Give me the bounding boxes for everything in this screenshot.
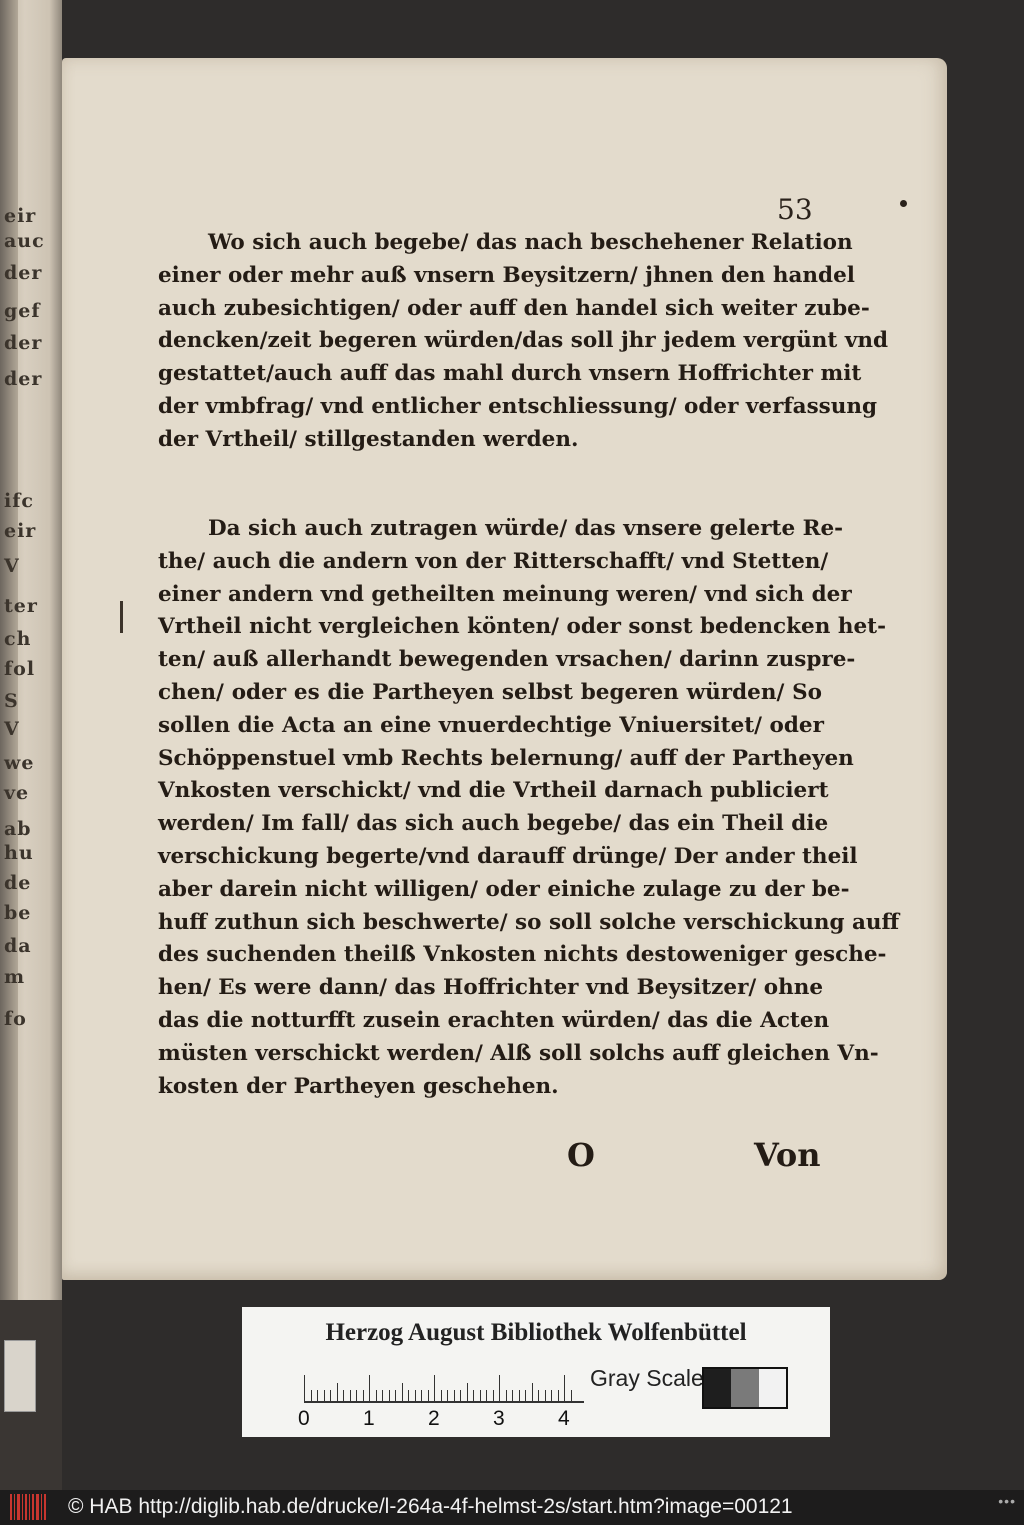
text-line: hen/ Es were dann/ das Hoffrichter vnd Beysitzer/ ohne: [158, 975, 824, 1001]
text-line: des suchenden theilß Vnkosten nichts destoweniger gesche-: [158, 942, 887, 968]
ruler-label: 3: [493, 1407, 505, 1430]
text-line: auch zubesichtigen/ oder auff den handel sich weiter zube-: [158, 295, 870, 321]
text-line: Schöppenstuel vmb Rechts belernung/ auff der Partheyen: [158, 745, 854, 771]
ruler-tick: [415, 1390, 416, 1401]
previous-page-fragment: da: [4, 935, 32, 957]
previous-page-fragment: ifc: [4, 490, 34, 512]
ruler-tick: [408, 1390, 409, 1401]
ruler-tick: [564, 1375, 565, 1401]
ruler-tick: [519, 1390, 520, 1401]
ruler-tick: [428, 1390, 429, 1401]
text-line: der vmbfrag/ vnd entlicher entschliessung/ oder verfassung: [158, 393, 878, 419]
ruler-tick: [317, 1390, 318, 1401]
text-line: einer andern vnd getheilten meinung weren/ vnd sich der: [158, 581, 852, 607]
ruler-tick: [473, 1390, 474, 1401]
text-line: Vrtheil nicht vergleichen könten/ oder sonst bedencken het-: [158, 614, 886, 640]
text-line: kosten der Partheyen geschehen.: [158, 1073, 559, 1099]
ruler-tick: [311, 1390, 312, 1401]
ruler-tick: [434, 1375, 435, 1401]
ruler-tick: [499, 1375, 500, 1401]
previous-page-edge: [0, 0, 62, 1300]
scale-ruler: [304, 1375, 584, 1403]
previous-page-fragment: auc: [4, 230, 45, 252]
barcode-icon: [10, 1494, 46, 1520]
ruler-label: 1: [363, 1407, 375, 1430]
source-url[interactable]: © HAB http://diglib.hab.de/drucke/l-264a-4f-helmst-2s/start.htm?image=00121: [68, 1495, 793, 1518]
page-fold-shadow: [0, 0, 18, 1300]
ruler-tick: [330, 1390, 331, 1401]
text-line: müsten verschickt werden/ Alß soll solchs auff gleichen Vn-: [158, 1040, 879, 1066]
gray-patch: [731, 1369, 758, 1407]
text-line: der Vrtheil/ stillgestanden werden.: [158, 426, 579, 452]
ruler-tick: [480, 1390, 481, 1401]
ruler-tick: [525, 1390, 526, 1401]
previous-page-fragment: der: [4, 332, 43, 354]
previous-page-fragment: ve: [4, 782, 30, 804]
ruler-tick: [421, 1390, 422, 1401]
previous-page-fragment: ter: [4, 595, 38, 617]
spine-label-sticker: [4, 1340, 36, 1412]
ruler-tick: [382, 1390, 383, 1401]
previous-page-fragment: der: [4, 262, 43, 284]
previous-page-fragment: V: [4, 718, 20, 740]
ruler-label: 4: [558, 1407, 570, 1430]
text-line: chen/ oder es die Partheyen selbst begeren würden/ So: [158, 679, 822, 705]
gray-patch: [704, 1369, 731, 1407]
signature-mark: O: [567, 1136, 595, 1174]
book-page: [62, 58, 947, 1280]
ruler-labels: [298, 1407, 604, 1431]
ruler-tick: [324, 1390, 325, 1401]
more-options-icon[interactable]: •••: [998, 1493, 1016, 1509]
text-line: dencken/zeit begeren würden/das soll jhr jedem vergünt vnd: [158, 328, 888, 354]
paragraph-verschickung: [158, 513, 900, 1103]
text-line: einer oder mehr auß vnsern Beysitzern/ jhnen den handel: [158, 262, 855, 288]
color-calibration-card: [242, 1307, 830, 1437]
previous-page-fragment: ab: [4, 818, 32, 840]
ruler-tick: [532, 1383, 533, 1401]
ruler-label: 2: [428, 1407, 440, 1430]
text-line: verschickung begerte/vnd darauff drünge/ Der ander theil: [158, 843, 858, 869]
gray-scale-label: Gray Scale: [590, 1365, 704, 1391]
previous-page-fragment: fol: [4, 658, 36, 680]
ruler-tick: [356, 1390, 357, 1401]
text-line: aber darein nicht willigen/ oder einiche zulage zu der be-: [158, 876, 850, 902]
previous-page-fragment: we: [4, 752, 35, 774]
previous-page-fragment: de: [4, 872, 32, 894]
ruler-tick: [343, 1390, 344, 1401]
gray-scale-patches: [702, 1367, 788, 1409]
margin-mark: [120, 601, 123, 623]
previous-page-fragment: der: [4, 368, 43, 390]
text-line: huff zuthun sich beschwerte/ so soll solche verschickung auff: [158, 909, 900, 935]
ruler-tick: [337, 1383, 338, 1401]
ruler-tick: [350, 1390, 351, 1401]
ruler-tick: [558, 1390, 559, 1401]
ruler-tick: [460, 1390, 461, 1401]
margin-mark: [120, 623, 123, 633]
previous-page-fragment: hu: [4, 842, 34, 864]
previous-page-fragment: m: [4, 966, 26, 988]
gray-patch: [759, 1369, 786, 1407]
previous-page-fragment: V: [4, 555, 20, 577]
text-line: ten/ auß allerhandt bewegenden vrsachen/ darinn zuspre-: [158, 647, 856, 673]
library-name: Herzog August Bibliothek Wolfenbüttel: [325, 1319, 747, 1346]
previous-page-fragment: gef: [4, 300, 41, 322]
ruler-tick: [389, 1390, 390, 1401]
paragraph-relation: [158, 227, 888, 457]
text-line: sollen die Acta an eine vnuerdechtige Vniuersitet/ oder: [158, 712, 824, 738]
page-number: 53: [777, 193, 813, 226]
text-line: Wo sich auch begebe/ das nach beschehener Relation: [208, 230, 853, 255]
ruler-tick: [551, 1390, 552, 1401]
previous-page-fragment: ch: [4, 628, 32, 650]
text-line: the/ auch die andern von der Ritterschafft/ vnd Stetten/: [158, 548, 829, 574]
ruler-tick: [441, 1390, 442, 1401]
ruler-tick: [545, 1390, 546, 1401]
page-dot-mark: [900, 200, 907, 207]
text-line: das die notturfft zusein erachten würden/ das die Acten: [158, 1007, 830, 1033]
ruler-tick: [467, 1383, 468, 1401]
ruler-tick: [493, 1390, 494, 1401]
ruler-tick: [395, 1390, 396, 1401]
text-line: werden/ Im fall/ das sich auch begebe/ das ein Theil die: [158, 811, 829, 837]
text-line: Vnkosten verschickt/ vnd die Vrtheil darnach publiciert: [158, 778, 829, 804]
text-line: Da sich auch zutragen würde/ das vnsere gelerte Re-: [208, 516, 844, 541]
ruler-label: 0: [298, 1407, 310, 1430]
ruler-tick: [304, 1375, 305, 1401]
previous-page-fragment: eir: [4, 205, 37, 227]
ruler-tick: [402, 1383, 403, 1401]
ruler-tick: [376, 1390, 377, 1401]
previous-page-fragment: be: [4, 902, 32, 924]
ruler-tick: [486, 1390, 487, 1401]
previous-page-fragment: fo: [4, 1008, 27, 1030]
ruler-tick: [538, 1390, 539, 1401]
text-line: gestattet/auch auff das mahl durch vnsern Hoffrichter mit: [158, 361, 862, 387]
previous-page-fragment: eir: [4, 520, 37, 542]
ruler-tick: [447, 1390, 448, 1401]
ruler-tick: [454, 1390, 455, 1401]
viewer-footer-bar: [0, 1490, 1024, 1525]
ruler-tick: [571, 1390, 572, 1401]
previous-page-fragment: S: [4, 690, 19, 712]
ruler-tick: [512, 1390, 513, 1401]
ruler-tick: [363, 1390, 364, 1401]
ruler-tick: [506, 1390, 507, 1401]
ruler-tick: [369, 1375, 370, 1401]
catchword: Von: [754, 1136, 821, 1174]
